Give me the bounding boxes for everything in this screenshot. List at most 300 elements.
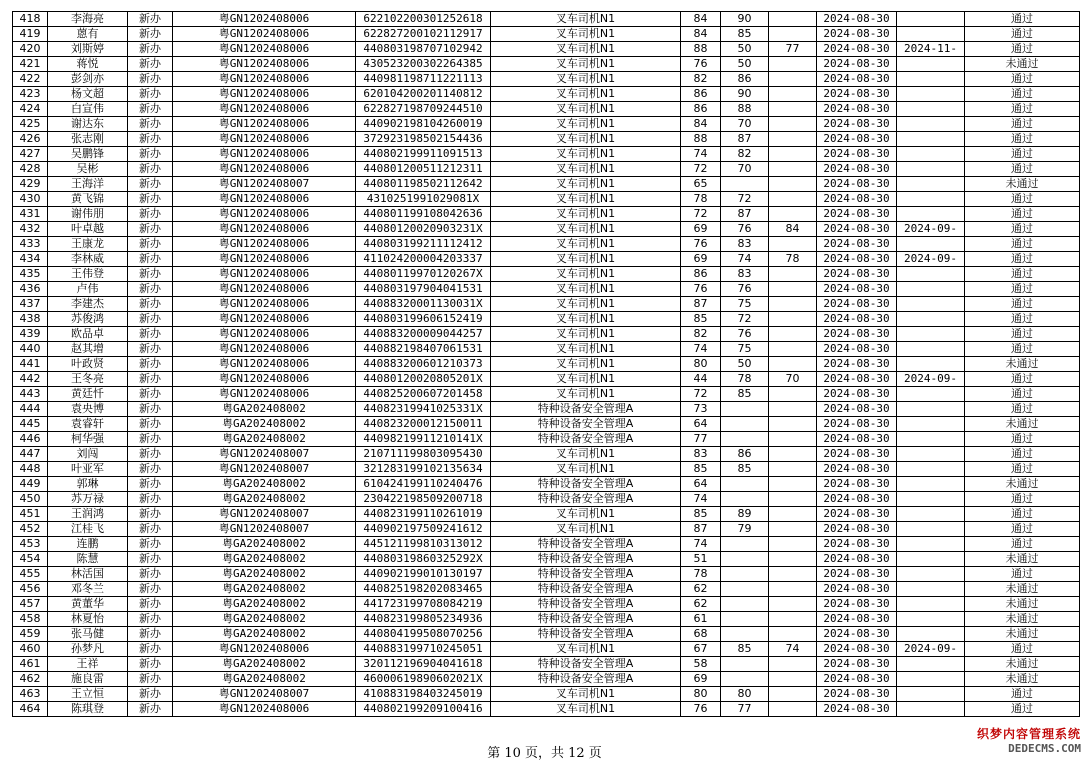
cell-retest_date	[897, 27, 965, 42]
cell-result: 通过	[965, 207, 1080, 222]
cell-theory: 74	[681, 342, 721, 357]
table-row	[13, 537, 1080, 552]
cell-practice: 78	[721, 372, 769, 387]
cell-retest_date	[897, 357, 965, 372]
cell-seq: 419	[13, 27, 48, 42]
cell-id: 440883200601210373	[356, 357, 491, 372]
table-row	[13, 342, 1080, 357]
cell-type: 新办	[128, 132, 173, 147]
cell-retest: 78	[769, 252, 817, 267]
cell-name: 刘闯	[48, 447, 128, 462]
cell-retest_date	[897, 267, 965, 282]
cell-name: 叶亚军	[48, 462, 128, 477]
cell-retest	[769, 57, 817, 72]
cell-item: 叉车司机N1	[491, 687, 681, 702]
cell-retest_date	[897, 342, 965, 357]
cell-name: 王海洋	[48, 177, 128, 192]
cell-cert: 粤GN1202408006	[173, 87, 356, 102]
cell-item: 特种设备安全管理A	[491, 552, 681, 567]
cell-name: 柯华强	[48, 432, 128, 447]
cell-retest_date	[897, 327, 965, 342]
cell-type: 新办	[128, 567, 173, 582]
cell-result: 通过	[965, 687, 1080, 702]
cell-retest_date	[897, 597, 965, 612]
cell-date: 2024-08-30	[817, 312, 897, 327]
cell-date: 2024-08-30	[817, 642, 897, 657]
cell-date: 2024-08-30	[817, 192, 897, 207]
cell-result: 未通过	[965, 357, 1080, 372]
cell-item: 叉车司机N1	[491, 522, 681, 537]
cell-type: 新办	[128, 12, 173, 27]
cell-type: 新办	[128, 72, 173, 87]
cell-type: 新办	[128, 387, 173, 402]
cell-theory: 74	[681, 492, 721, 507]
cell-retest	[769, 177, 817, 192]
cell-result: 通过	[965, 102, 1080, 117]
cell-theory: 87	[681, 522, 721, 537]
cell-item: 特种设备安全管理A	[491, 657, 681, 672]
table-row	[13, 462, 1080, 477]
cell-type: 新办	[128, 642, 173, 657]
table-row	[13, 582, 1080, 597]
cell-result: 通过	[965, 72, 1080, 87]
cell-cert: 粤GN1202408006	[173, 132, 356, 147]
cell-name: 袁央博	[48, 402, 128, 417]
cell-retest	[769, 162, 817, 177]
cell-theory: 78	[681, 192, 721, 207]
table-row	[13, 612, 1080, 627]
cell-item: 叉车司机N1	[491, 192, 681, 207]
cell-practice	[721, 402, 769, 417]
cell-result: 未通过	[965, 582, 1080, 597]
cell-theory: 84	[681, 12, 721, 27]
cell-retest	[769, 402, 817, 417]
cell-theory: 86	[681, 102, 721, 117]
cell-retest	[769, 687, 817, 702]
cell-theory: 82	[681, 327, 721, 342]
cell-retest	[769, 387, 817, 402]
cell-item: 特种设备安全管理A	[491, 612, 681, 627]
cell-cert: 粤GN1202408006	[173, 117, 356, 132]
cell-date: 2024-08-30	[817, 72, 897, 87]
cell-name: 赵其增	[48, 342, 128, 357]
cell-retest_date	[897, 522, 965, 537]
cell-retest	[769, 132, 817, 147]
cell-item: 特种设备安全管理A	[491, 492, 681, 507]
cell-theory: 72	[681, 387, 721, 402]
cell-item: 叉车司机N1	[491, 27, 681, 42]
cell-date: 2024-08-30	[817, 597, 897, 612]
cell-theory: 65	[681, 177, 721, 192]
cell-cert: 粤GA202408002	[173, 672, 356, 687]
cell-seq: 455	[13, 567, 48, 582]
cell-result: 通过	[965, 132, 1080, 147]
cell-type: 新办	[128, 447, 173, 462]
cell-result: 未通过	[965, 177, 1080, 192]
cell-seq: 446	[13, 432, 48, 447]
cell-type: 新办	[128, 327, 173, 342]
cell-id: 410883198403245019	[356, 687, 491, 702]
cell-type: 新办	[128, 357, 173, 372]
cell-practice: 72	[721, 192, 769, 207]
cell-date: 2024-08-30	[817, 252, 897, 267]
cell-name: 谢达东	[48, 117, 128, 132]
table-row	[13, 492, 1080, 507]
cell-seq: 454	[13, 552, 48, 567]
cell-item: 叉车司机N1	[491, 267, 681, 282]
cell-name: 张志刚	[48, 132, 128, 147]
cell-theory: 68	[681, 627, 721, 642]
cell-id: 46000619890602021X	[356, 672, 491, 687]
cell-retest_date	[897, 282, 965, 297]
cell-retest_date: 2024-09-	[897, 252, 965, 267]
cell-type: 新办	[128, 42, 173, 57]
table-row	[13, 87, 1080, 102]
cell-name: 陈慧	[48, 552, 128, 567]
cell-type: 新办	[128, 27, 173, 42]
cell-seq: 424	[13, 102, 48, 117]
cell-type: 新办	[128, 462, 173, 477]
cell-practice: 50	[721, 57, 769, 72]
cell-seq: 457	[13, 597, 48, 612]
cell-result: 未通过	[965, 672, 1080, 687]
cell-retest_date	[897, 477, 965, 492]
cell-seq: 422	[13, 72, 48, 87]
cell-result: 通过	[965, 342, 1080, 357]
cell-id: 440803198707102942	[356, 42, 491, 57]
cell-result: 通过	[965, 222, 1080, 237]
cell-cert: 粤GA202408002	[173, 432, 356, 447]
cell-id: 440804199508070256	[356, 627, 491, 642]
cell-theory: 58	[681, 657, 721, 672]
cell-retest_date	[897, 387, 965, 402]
cell-theory: 88	[681, 42, 721, 57]
cell-id: 44080319860325292X	[356, 552, 491, 567]
cell-date: 2024-08-30	[817, 132, 897, 147]
cell-type: 新办	[128, 237, 173, 252]
cell-item: 叉车司机N1	[491, 237, 681, 252]
cell-name: 叶卓越	[48, 222, 128, 237]
cell-item: 叉车司机N1	[491, 387, 681, 402]
cell-retest	[769, 432, 817, 447]
cell-retest_date	[897, 582, 965, 597]
cell-id: 44098219911210141X	[356, 432, 491, 447]
cell-item: 叉车司机N1	[491, 462, 681, 477]
cell-item: 叉车司机N1	[491, 312, 681, 327]
cell-id: 44082319941025331X	[356, 402, 491, 417]
cell-theory: 86	[681, 87, 721, 102]
cell-item: 叉车司机N1	[491, 507, 681, 522]
cell-result: 通过	[965, 447, 1080, 462]
cell-theory: 85	[681, 462, 721, 477]
cell-item: 叉车司机N1	[491, 12, 681, 27]
cell-name: 白宣伟	[48, 102, 128, 117]
cell-date: 2024-08-30	[817, 222, 897, 237]
table-row	[13, 657, 1080, 672]
cell-item: 叉车司机N1	[491, 342, 681, 357]
cell-theory: 61	[681, 612, 721, 627]
cell-retest_date	[897, 537, 965, 552]
cell-theory: 62	[681, 597, 721, 612]
cell-retest_date	[897, 147, 965, 162]
cell-result: 通过	[965, 42, 1080, 57]
cell-date: 2024-08-30	[817, 282, 897, 297]
table-row	[13, 72, 1080, 87]
cell-type: 新办	[128, 267, 173, 282]
cell-cert: 粤GN1202408006	[173, 252, 356, 267]
cell-retest_date	[897, 447, 965, 462]
cell-seq: 463	[13, 687, 48, 702]
cell-cert: 粤GN1202408006	[173, 72, 356, 87]
cell-retest	[769, 12, 817, 27]
cell-item: 叉车司机N1	[491, 252, 681, 267]
cell-item: 叉车司机N1	[491, 372, 681, 387]
cell-date: 2024-08-30	[817, 582, 897, 597]
cell-theory: 84	[681, 27, 721, 42]
cell-retest_date	[897, 117, 965, 132]
cell-result: 未通过	[965, 657, 1080, 672]
cell-result: 通过	[965, 522, 1080, 537]
page-footer: 第 10 页，共 12 页	[487, 746, 602, 761]
cell-id: 411024200004203337	[356, 252, 491, 267]
cell-date: 2024-08-30	[817, 672, 897, 687]
cell-result: 通过	[965, 87, 1080, 102]
cell-theory: 77	[681, 432, 721, 447]
cell-cert: 粤GN1202408006	[173, 27, 356, 42]
cell-id: 440902199010130197	[356, 567, 491, 582]
cell-retest_date	[897, 567, 965, 582]
cell-result: 通过	[965, 507, 1080, 522]
cell-type: 新办	[128, 192, 173, 207]
table-row	[13, 567, 1080, 582]
cell-result: 未通过	[965, 597, 1080, 612]
table-row	[13, 162, 1080, 177]
cell-theory: 67	[681, 642, 721, 657]
watermark	[977, 725, 1081, 755]
cell-retest	[769, 192, 817, 207]
cell-id: 440882198407061531	[356, 342, 491, 357]
cell-date: 2024-08-30	[817, 102, 897, 117]
results-table	[12, 11, 1080, 717]
table-row	[13, 267, 1080, 282]
cell-name: 谢伟朋	[48, 207, 128, 222]
cell-result: 通过	[965, 387, 1080, 402]
cell-theory: 84	[681, 117, 721, 132]
cell-seq: 451	[13, 507, 48, 522]
cell-name: 吴鹏锋	[48, 147, 128, 162]
cell-cert: 粤GN1202408006	[173, 147, 356, 162]
cell-seq: 438	[13, 312, 48, 327]
cell-result: 未通过	[965, 627, 1080, 642]
cell-name: 林夏怡	[48, 612, 128, 627]
cell-retest_date	[897, 417, 965, 432]
cell-item: 叉车司机N1	[491, 147, 681, 162]
cell-name: 邓冬兰	[48, 582, 128, 597]
cell-cert: 粤GN1202408006	[173, 12, 356, 27]
cell-practice: 74	[721, 252, 769, 267]
cell-item: 特种设备安全管理A	[491, 402, 681, 417]
cell-date: 2024-08-30	[817, 357, 897, 372]
cell-practice: 50	[721, 42, 769, 57]
cell-type: 新办	[128, 657, 173, 672]
cell-cert: 粤GA202408002	[173, 492, 356, 507]
cell-date: 2024-08-30	[817, 432, 897, 447]
cell-cert: 粤GA202408002	[173, 402, 356, 417]
cell-id: 440803199606152419	[356, 312, 491, 327]
cell-id: 44080120020805201X	[356, 372, 491, 387]
cell-theory: 74	[681, 147, 721, 162]
cell-type: 新办	[128, 672, 173, 687]
cell-date: 2024-08-30	[817, 162, 897, 177]
cell-retest_date	[897, 612, 965, 627]
cell-name: 卢伟	[48, 282, 128, 297]
cell-result: 通过	[965, 162, 1080, 177]
cell-name: 黄飞锦	[48, 192, 128, 207]
cell-practice: 85	[721, 462, 769, 477]
cell-result: 通过	[965, 327, 1080, 342]
cell-type: 新办	[128, 297, 173, 312]
cell-name: 王立恒	[48, 687, 128, 702]
cell-practice: 80	[721, 687, 769, 702]
cell-seq: 456	[13, 582, 48, 597]
cell-practice	[721, 537, 769, 552]
cell-practice	[721, 177, 769, 192]
cell-name: 李海亮	[48, 12, 128, 27]
cell-retest_date	[897, 552, 965, 567]
cell-type: 新办	[128, 432, 173, 447]
cell-date: 2024-08-30	[817, 687, 897, 702]
cell-cert: 粤GN1202408006	[173, 327, 356, 342]
cell-retest	[769, 117, 817, 132]
cell-item: 叉车司机N1	[491, 357, 681, 372]
cell-result: 通过	[965, 567, 1080, 582]
watermark-line2: DEDECMS.COM	[1008, 742, 1081, 755]
cell-date: 2024-08-30	[817, 387, 897, 402]
cell-seq: 423	[13, 87, 48, 102]
cell-item: 叉车司机N1	[491, 117, 681, 132]
table-row	[13, 312, 1080, 327]
cell-result: 通过	[965, 27, 1080, 42]
cell-practice: 90	[721, 87, 769, 102]
cell-practice: 75	[721, 297, 769, 312]
cell-type: 新办	[128, 597, 173, 612]
table-row	[13, 522, 1080, 537]
table-row	[13, 597, 1080, 612]
cell-id: 372923198502154436	[356, 132, 491, 147]
cell-retest	[769, 327, 817, 342]
cell-practice: 83	[721, 237, 769, 252]
cell-retest	[769, 447, 817, 462]
table-row	[13, 222, 1080, 237]
cell-practice: 76	[721, 222, 769, 237]
cell-name: 郭琳	[48, 477, 128, 492]
table-row	[13, 237, 1080, 252]
cell-cert: 粤GN1202408006	[173, 342, 356, 357]
cell-practice	[721, 432, 769, 447]
cell-theory: 80	[681, 357, 721, 372]
cell-type: 新办	[128, 162, 173, 177]
cell-retest	[769, 207, 817, 222]
cell-retest_date	[897, 87, 965, 102]
cell-theory: 64	[681, 477, 721, 492]
cell-date: 2024-08-30	[817, 117, 897, 132]
cell-type: 新办	[128, 312, 173, 327]
cell-id: 320112196904041618	[356, 657, 491, 672]
cell-cert: 粤GN1202408006	[173, 372, 356, 387]
cell-practice: 75	[721, 342, 769, 357]
cell-seq: 431	[13, 207, 48, 222]
table-row	[13, 252, 1080, 267]
watermark-line1: 织梦内容管理系统	[976, 727, 1081, 741]
cell-type: 新办	[128, 372, 173, 387]
table-row	[13, 507, 1080, 522]
cell-result: 通过	[965, 402, 1080, 417]
cell-practice	[721, 612, 769, 627]
cell-retest	[769, 672, 817, 687]
cell-theory: 76	[681, 282, 721, 297]
cell-name: 江桂飞	[48, 522, 128, 537]
cell-item: 叉车司机N1	[491, 297, 681, 312]
cell-cert: 粤GA202408002	[173, 597, 356, 612]
cell-seq: 461	[13, 657, 48, 672]
cell-theory: 85	[681, 507, 721, 522]
table-row	[13, 672, 1080, 687]
cell-seq: 427	[13, 147, 48, 162]
cell-retest_date	[897, 132, 965, 147]
cell-cert: 粤GN1202408006	[173, 282, 356, 297]
cell-item: 叉车司机N1	[491, 87, 681, 102]
table-row	[13, 57, 1080, 72]
cell-retest_date	[897, 72, 965, 87]
cell-retest_date: 2024-11-	[897, 42, 965, 57]
cell-retest	[769, 627, 817, 642]
cell-id: 440801200511212311	[356, 162, 491, 177]
cell-type: 新办	[128, 402, 173, 417]
cell-name: 吴彬	[48, 162, 128, 177]
cell-seq: 439	[13, 327, 48, 342]
cell-retest_date	[897, 297, 965, 312]
cell-id: 440902197509241612	[356, 522, 491, 537]
table-row	[13, 417, 1080, 432]
cell-seq: 430	[13, 192, 48, 207]
cell-cert: 粤GN1202408006	[173, 57, 356, 72]
cell-name: 王润鸿	[48, 507, 128, 522]
cell-item: 叉车司机N1	[491, 207, 681, 222]
cell-id: 622827200102112917	[356, 27, 491, 42]
cell-retest	[769, 702, 817, 717]
cell-type: 新办	[128, 507, 173, 522]
table-row	[13, 432, 1080, 447]
cell-seq: 443	[13, 387, 48, 402]
cell-id: 440801199108042636	[356, 207, 491, 222]
cell-item: 特种设备安全管理A	[491, 672, 681, 687]
cell-cert: 粤GN1202408006	[173, 192, 356, 207]
cell-retest	[769, 342, 817, 357]
cell-id: 44080120020903231X	[356, 222, 491, 237]
cell-type: 新办	[128, 117, 173, 132]
cell-theory: 64	[681, 417, 721, 432]
cell-practice: 70	[721, 162, 769, 177]
cell-id: 445121199810313012	[356, 537, 491, 552]
cell-id: 44080119970120267X	[356, 267, 491, 282]
cell-retest_date	[897, 657, 965, 672]
cell-type: 新办	[128, 207, 173, 222]
cell-seq: 432	[13, 222, 48, 237]
cell-id: 440883200009044257	[356, 327, 491, 342]
cell-result: 通过	[965, 252, 1080, 267]
cell-practice: 85	[721, 387, 769, 402]
cell-retest_date	[897, 237, 965, 252]
